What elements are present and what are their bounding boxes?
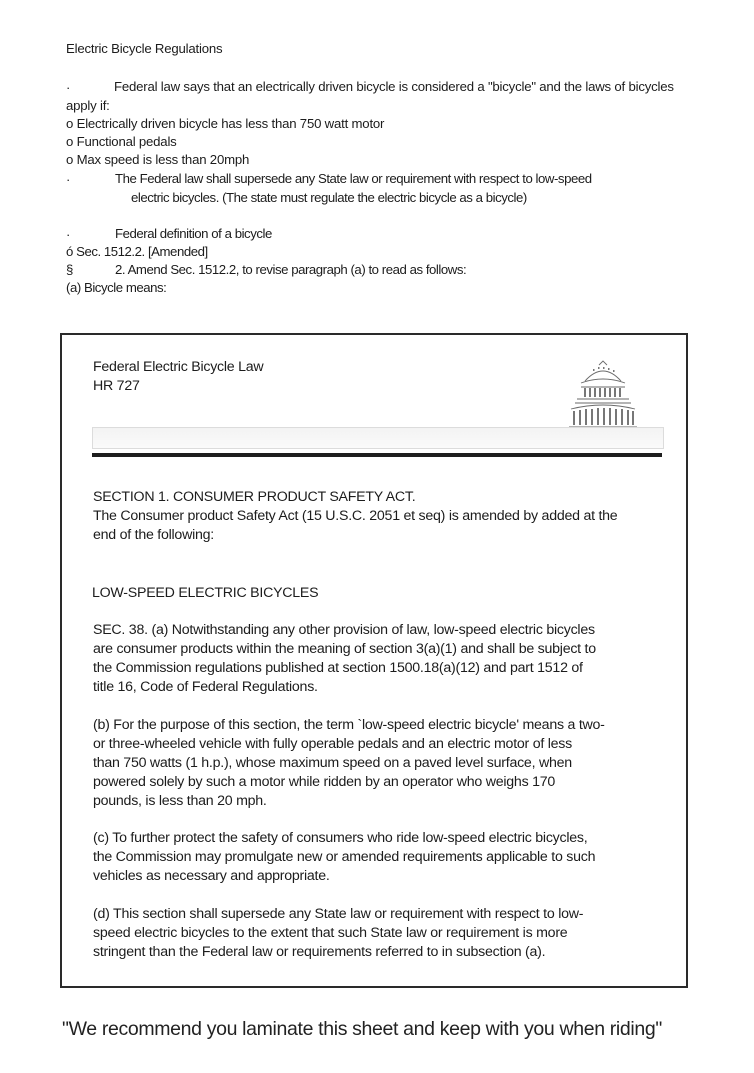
sec-line: ó Sec. 1512.2. [Amended]: [66, 244, 208, 259]
section-text: end of the following:: [93, 527, 214, 543]
header-band: [92, 427, 664, 449]
list-item: o Electrically driven bicycle has less than 750 watt motor: [66, 116, 385, 131]
amend-line: 2. Amend Sec. 1512.2, to revise paragraph (a) to read as follows:: [115, 262, 467, 277]
bicycle-means: (a) Bicycle means:: [66, 280, 167, 295]
header-rule: [92, 453, 662, 457]
section-heading: SECTION 1. CONSUMER PRODUCT SAFETY ACT.: [93, 489, 416, 505]
intro-bullet-line: apply if:: [66, 98, 110, 113]
laminate-recommendation: "We recommend you laminate this sheet and keep with you when riding": [62, 1018, 662, 1040]
paragraph-d-line: (d) This section shall supersede any State law or requirement with respect to low-: [93, 906, 584, 922]
list-item: o Functional pedals: [66, 134, 177, 149]
law-title: Federal Electric Bicycle Law: [93, 359, 264, 375]
supersede-line: electric bicycles. (The state must regulate the electric bicycle as a bicycle): [131, 190, 527, 205]
capitol-dome-icon: [559, 359, 647, 429]
law-box: [60, 333, 688, 988]
paragraph-b-line: pounds, is less than 20 mph.: [93, 793, 267, 809]
bullet-marker: ·: [66, 227, 71, 242]
supersede-line: The Federal law shall supersede any State law or requirement with respect to low-speed: [115, 171, 592, 186]
paragraph-a-line: are consumer products within the meaning of section 3(a)(1) and shall be subject to: [93, 641, 596, 657]
section-marker: §: [66, 262, 74, 277]
page-title: Electric Bicycle Regulations: [66, 41, 223, 56]
section-text: The Consumer product Safety Act (15 U.S.C. 2051 et seq) is amended by added at the: [93, 508, 618, 524]
list-item: o Max speed is less than 20mph: [66, 152, 250, 167]
subtitle: LOW-SPEED ELECTRIC BICYCLES: [92, 585, 319, 601]
paragraph-b-line: than 750 watts (1 h.p.), whose maximum speed on a paved level surface, when: [93, 755, 572, 771]
paragraph-c-line: vehicles as necessary and appropriate.: [93, 868, 330, 884]
paragraph-b-line: or three-wheeled vehicle with fully operable pedals and an electric motor of less: [93, 736, 572, 752]
paragraph-c-line: the Commission may promulgate new or amended requirements applicable to such: [93, 849, 596, 865]
bullet-marker: ·: [66, 172, 71, 187]
paragraph-a-line: title 16, Code of Federal Regulations.: [93, 679, 318, 695]
paragraph-b-line: (b) For the purpose of this section, the term `low-speed electric bicycle' means a two-: [93, 717, 605, 733]
paragraph-d-line: stringent than the Federal law or requirements referred to in subsection (a).: [93, 944, 546, 960]
bill-number: HR 727: [93, 378, 140, 394]
paragraph-a-line: the Commission regulations published at section 1500.18(a)(12) and part 1512 of: [93, 660, 583, 676]
paragraph-b-line: powered solely by such a motor while ridden by an operator who weighs 170: [93, 774, 556, 790]
intro-bullet-line: Federal law says that an electrically driven bicycle is considered a "bicycle" and the laws of bicycles: [114, 79, 674, 94]
paragraph-a-line: SEC. 38. (a) Notwithstanding any other provision of law, low-speed electric bicycles: [93, 622, 595, 638]
paragraph-d-line: speed electric bicycles to the extent that such State law or requirement is more: [93, 925, 568, 941]
bullet-marker: ·: [66, 80, 71, 95]
paragraph-c-line: (c) To further protect the safety of consumers who ride low-speed electric bicycles,: [93, 830, 588, 846]
definition-heading: Federal definition of a bicycle: [115, 226, 272, 241]
